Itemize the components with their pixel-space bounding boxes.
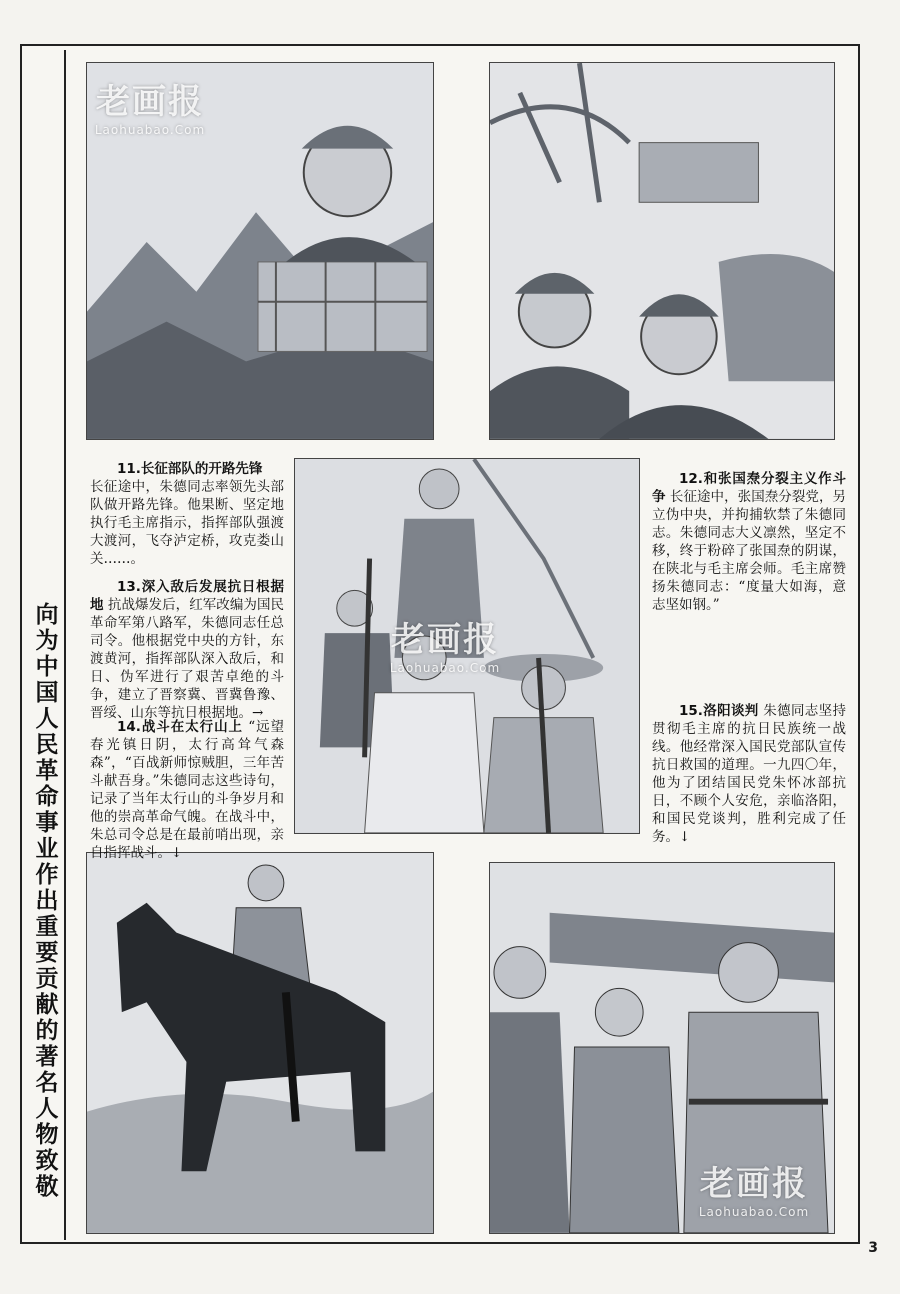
watermark-url: Laohuabao.Com bbox=[698, 1205, 810, 1219]
caption-14 bbox=[90, 718, 284, 874]
watermark-bottom-right bbox=[664, 1156, 844, 1219]
illustration-panel-14 bbox=[86, 852, 434, 1234]
caption-15 bbox=[652, 702, 846, 858]
caption-12-title: 12.和张国焘分裂主义作斗争 bbox=[652, 471, 846, 505]
caption-14-text: “远望春光镇日阴，太行高耸气森森”，“百战新师惊贼胆，三年苦斗献吾身。”朱德同志这些诗句，记录了当年太行山的斗争岁月和他的崇高革命气魄。在战斗中，朱总司令总是在最前哨出现，亲自指挥战斗。↓ bbox=[90, 719, 285, 861]
watermark-text: 老画报 bbox=[391, 620, 499, 660]
caption-11-text: 长征途中，朱德同志率领先头部队做开路先锋。他果断、坚定地执行毛主席指示，指挥部队强渡大渡河，飞夺泸定桥，攻克娄山关……。 bbox=[90, 479, 284, 567]
caption-12-text: 长征途中，张国焘分裂党，另立伪中央，并拘捕软禁了朱德同志。朱德同志大义凛然，坚定不移，终于粉碎了张国焘的阴谋，在陕北与毛主席会师。毛主席赞扬朱德同志：“度量大如海，意志坚如钢。” bbox=[652, 489, 847, 613]
caption-15-title: 15.洛阳谈判 bbox=[679, 703, 759, 719]
watermark-text: 老画报 bbox=[700, 1164, 808, 1204]
side-title: 向为中国人民革命事业作出重要贡献的著名人物致敬 bbox=[31, 602, 58, 1200]
caption-13 bbox=[90, 578, 284, 734]
page-number: 3 bbox=[868, 1240, 878, 1256]
caption-11 bbox=[90, 460, 284, 580]
caption-15-text: 朱德同志坚持贯彻毛主席的抗日民族统一战线。他经常深入国民党部队宣传抗日救国的道理。一九四〇年，他为了团结国民党朱怀冰部抗日，不顾个人安危，亲临洛阳，和国民党谈判，胜利完成了任务。↓ bbox=[652, 703, 846, 845]
caption-12 bbox=[652, 470, 846, 626]
panel-14-art bbox=[87, 853, 433, 1233]
illustration-panel-12 bbox=[489, 62, 835, 440]
caption-11-title: 11.长征部队的开路先锋 bbox=[117, 461, 263, 477]
caption-13-text: 抗战爆发后，红军改编为国民革命军第八路军，朱德同志任总司令。他根据党中央的方针，东渡黄河，指挥部队深入敌后，和日、伪军进行了艰苦卓绝的斗争，建立了晋察冀、晋冀鲁豫、晋绥、山东等抗日根据地。→ bbox=[90, 597, 285, 721]
caption-14-title: 14.战斗在太行山上 bbox=[117, 719, 243, 735]
caption-13-title: 13.深入敌后发展抗日根据地 bbox=[90, 579, 284, 613]
watermark-center bbox=[355, 612, 535, 675]
watermark-url: Laohuabao.Com bbox=[389, 661, 501, 675]
watermark-top-left bbox=[60, 74, 240, 137]
side-strip bbox=[26, 50, 66, 1240]
watermark-url: Laohuabao.Com bbox=[94, 123, 206, 137]
panel-12-art bbox=[490, 63, 834, 439]
watermark-text: 老画报 bbox=[96, 82, 204, 122]
